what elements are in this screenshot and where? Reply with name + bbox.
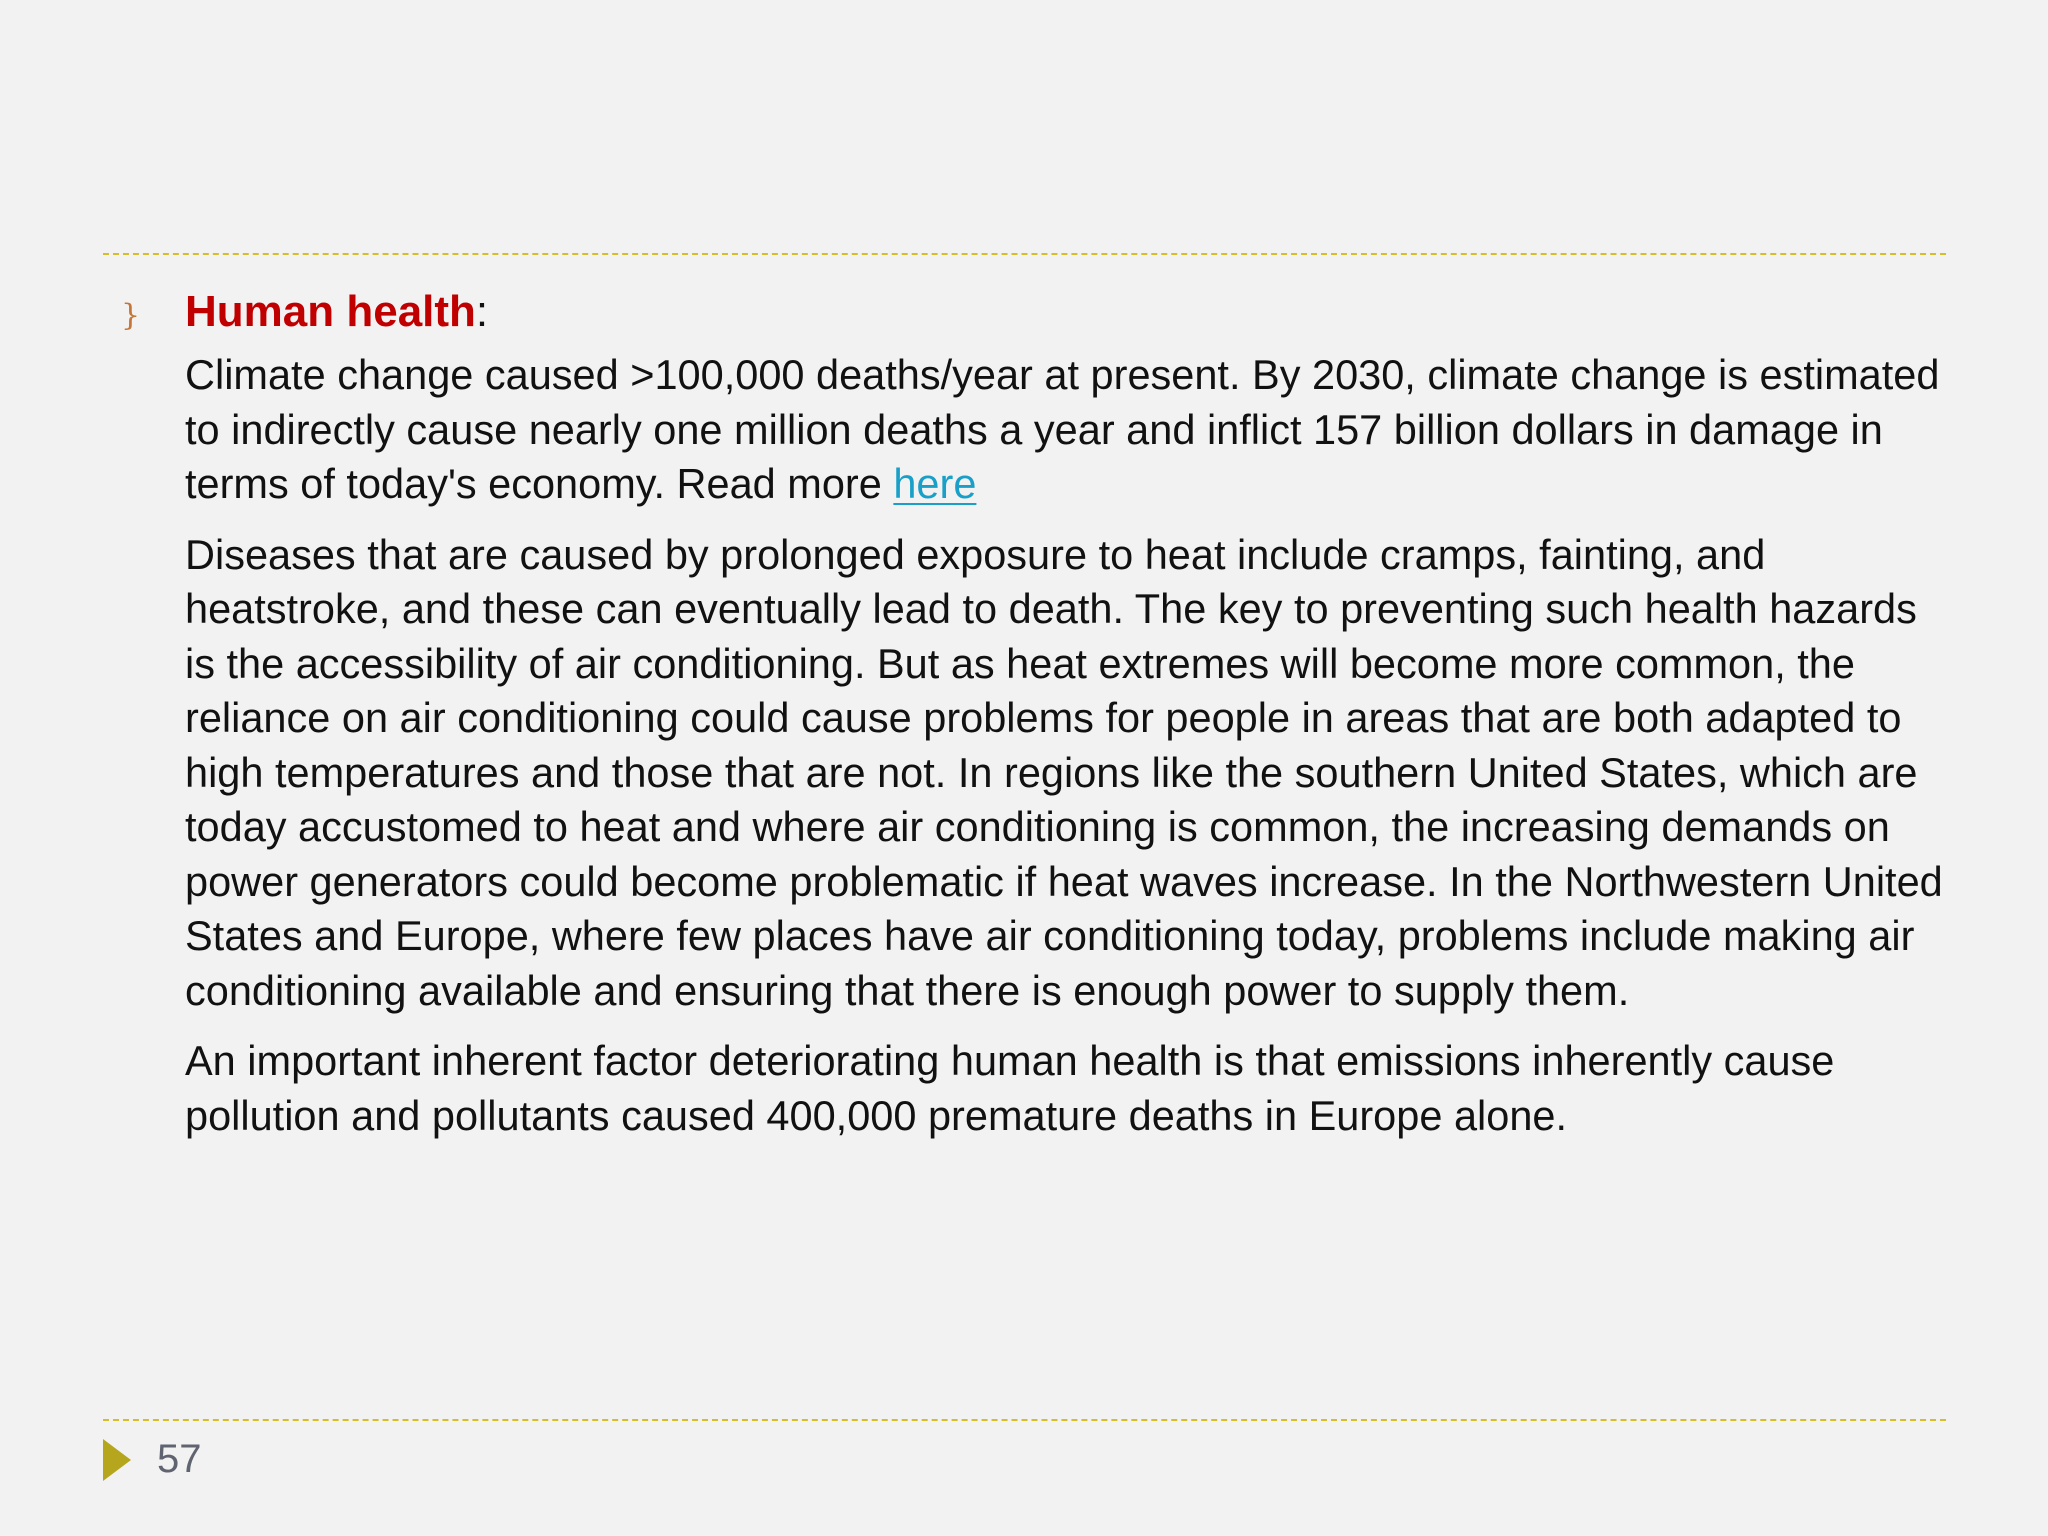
top-divider [103, 253, 1946, 255]
paragraph-heat-diseases: Diseases that are caused by prolonged exposure to heat include cramps, fainting, and heatstroke, and these can eventually lead to death. The key to preventing such health hazards is the accessibility of air conditioning. But as heat extremes will become more common, the reliance on air conditioning could cause problems for people in areas that are both adapted to high temperatures and those that are not. In regions like the southern United States, which are today accustomed to heat and where air conditioning is common, the increasing demands on power generators could become problematic if heat waves increase. In the Northwestern United States and Europe, where few places have air conditioning today, problems include making air conditioning available and ensuring that there is enough power to supply them. [185, 530, 1943, 1014]
section-heading-title: Human health [185, 287, 476, 336]
paragraph-deaths [185, 348, 1945, 512]
triangle-right-icon [103, 1439, 131, 1481]
paragraph-pollution: An important inherent factor deteriorating human health is that emissions inherently cause pollution and pollutants caused 400,000 premature deaths in Europe alone. [185, 1037, 1835, 1139]
curly-bracket-bullet-icon: } [121, 298, 141, 333]
read-more-link[interactable]: here [893, 460, 977, 507]
section-heading-colon: : [475, 287, 489, 336]
section-heading [185, 286, 1945, 338]
page-number: 57 [157, 1437, 202, 1481]
paragraph-deaths-text: Climate change caused >100,000 deaths/year at present. By 2030, climate change is estimated to indirectly cause nearly one million deaths a year and inflict 157 billion dollars in damage in terms of today's economy. Read more [185, 351, 1940, 507]
bottom-divider [103, 1419, 1946, 1421]
slide-body [185, 286, 1945, 1159]
